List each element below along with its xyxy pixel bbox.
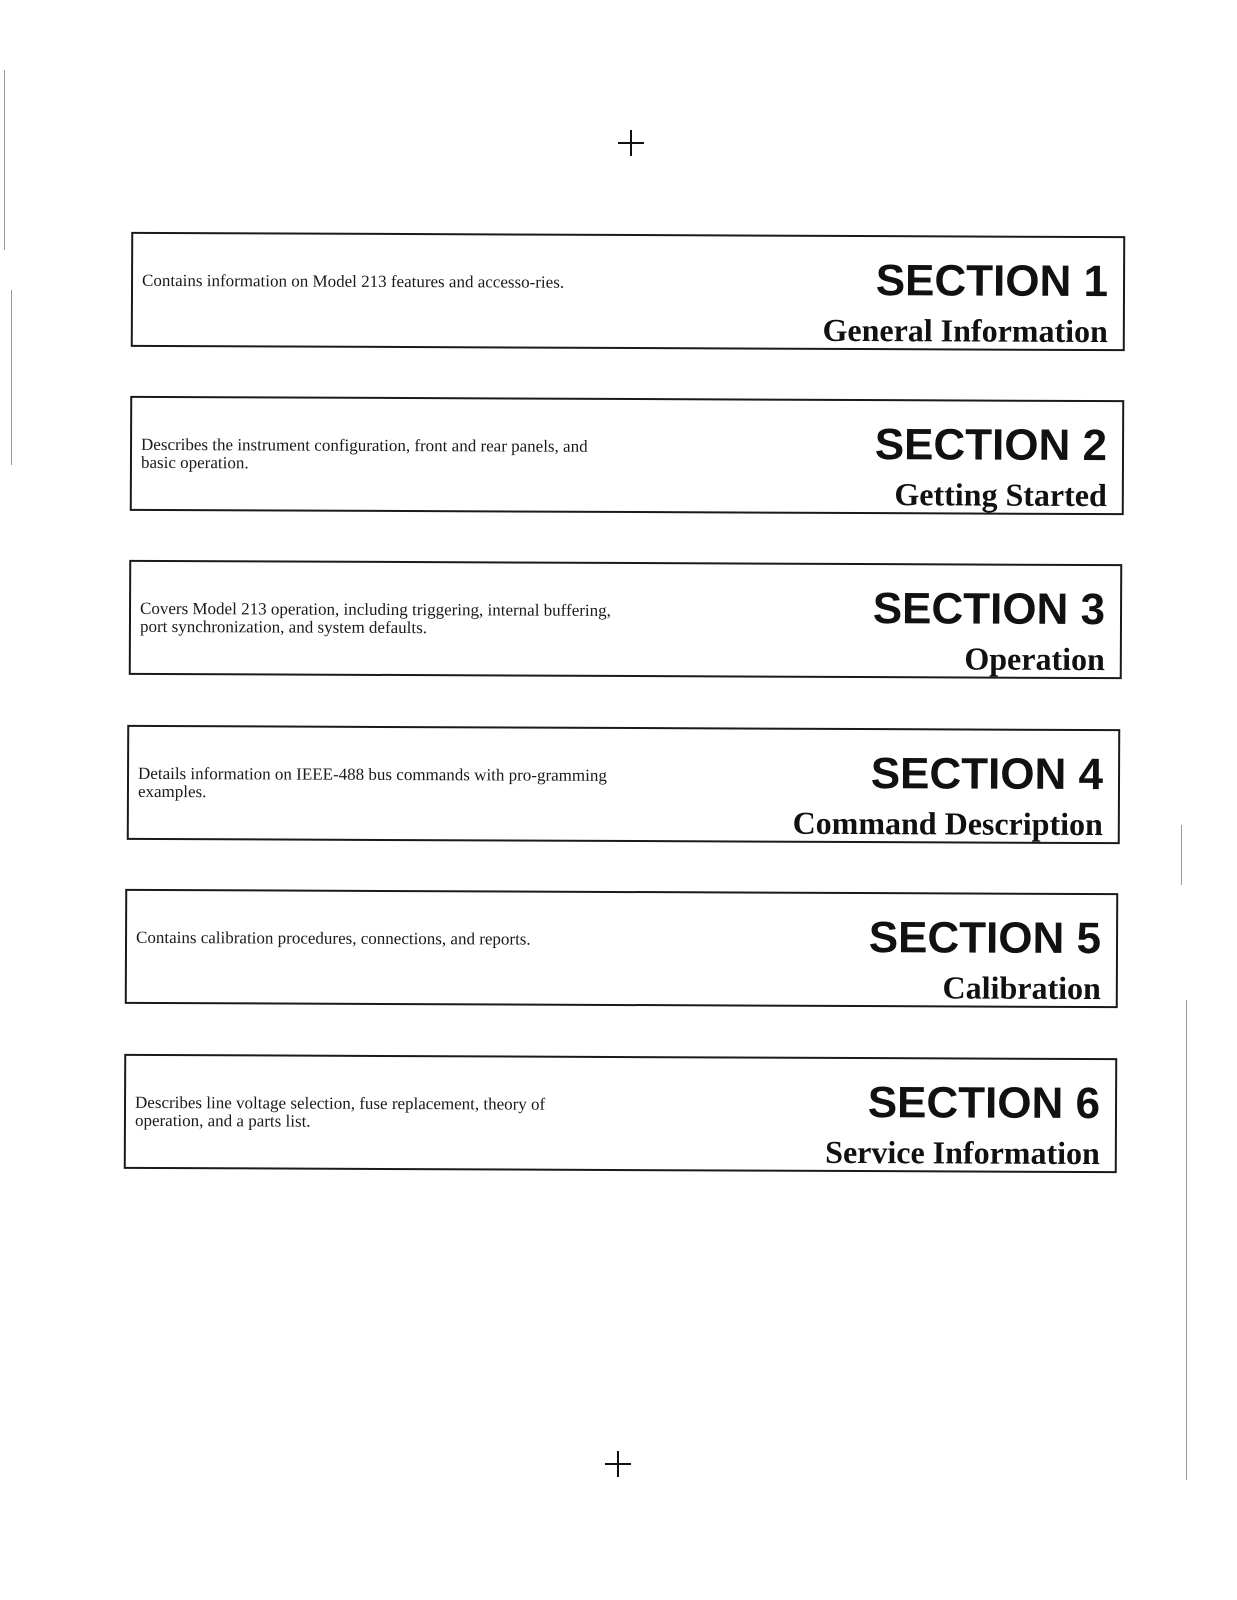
section-1-title: General Information bbox=[822, 311, 1108, 350]
section-2-number: SECTION 2 bbox=[874, 420, 1108, 471]
section-tab-1 bbox=[131, 232, 1125, 351]
section-2-title: Getting Started bbox=[894, 476, 1107, 514]
section-4-title: Command Description bbox=[792, 804, 1103, 843]
section-tab-5 bbox=[125, 889, 1118, 1008]
section-4-number: SECTION 4 bbox=[870, 749, 1104, 800]
section-3-description: Covers Model 213 operation, including triggering, internal buffering, port synchronization, and system defaults. bbox=[139, 598, 611, 638]
section-3-title: Operation bbox=[964, 640, 1105, 678]
section-6-title: Service Information bbox=[825, 1133, 1100, 1172]
section-tab-3 bbox=[129, 560, 1122, 679]
section-tab-4 bbox=[127, 725, 1120, 844]
section-1-number: SECTION 1 bbox=[875, 256, 1109, 307]
section-tab-6 bbox=[124, 1054, 1117, 1173]
section-5-description: Contains calibration procedures, connections, and reports. bbox=[136, 927, 531, 949]
section-5-number: SECTION 5 bbox=[868, 913, 1102, 964]
registration-mark-top bbox=[618, 130, 644, 156]
section-4-description: Details information on IEEE-488 bus commands with pro-gramming examples. bbox=[137, 763, 607, 802]
registration-mark-bottom bbox=[605, 1451, 631, 1477]
section-2-description: Describes the instrument configuration, front and rear panels, and basic operation. bbox=[140, 434, 588, 473]
section-tab-2 bbox=[130, 396, 1124, 515]
section-6-number: SECTION 6 bbox=[867, 1078, 1101, 1129]
section-5-title: Calibration bbox=[942, 969, 1101, 1007]
section-6-description: Describes line voltage selection, fuse replacement, theory of operation, and a parts list. bbox=[134, 1092, 546, 1131]
section-3-number: SECTION 3 bbox=[872, 584, 1106, 635]
section-1-description: Contains information on Model 213 features and accesso-ries. bbox=[142, 270, 565, 292]
